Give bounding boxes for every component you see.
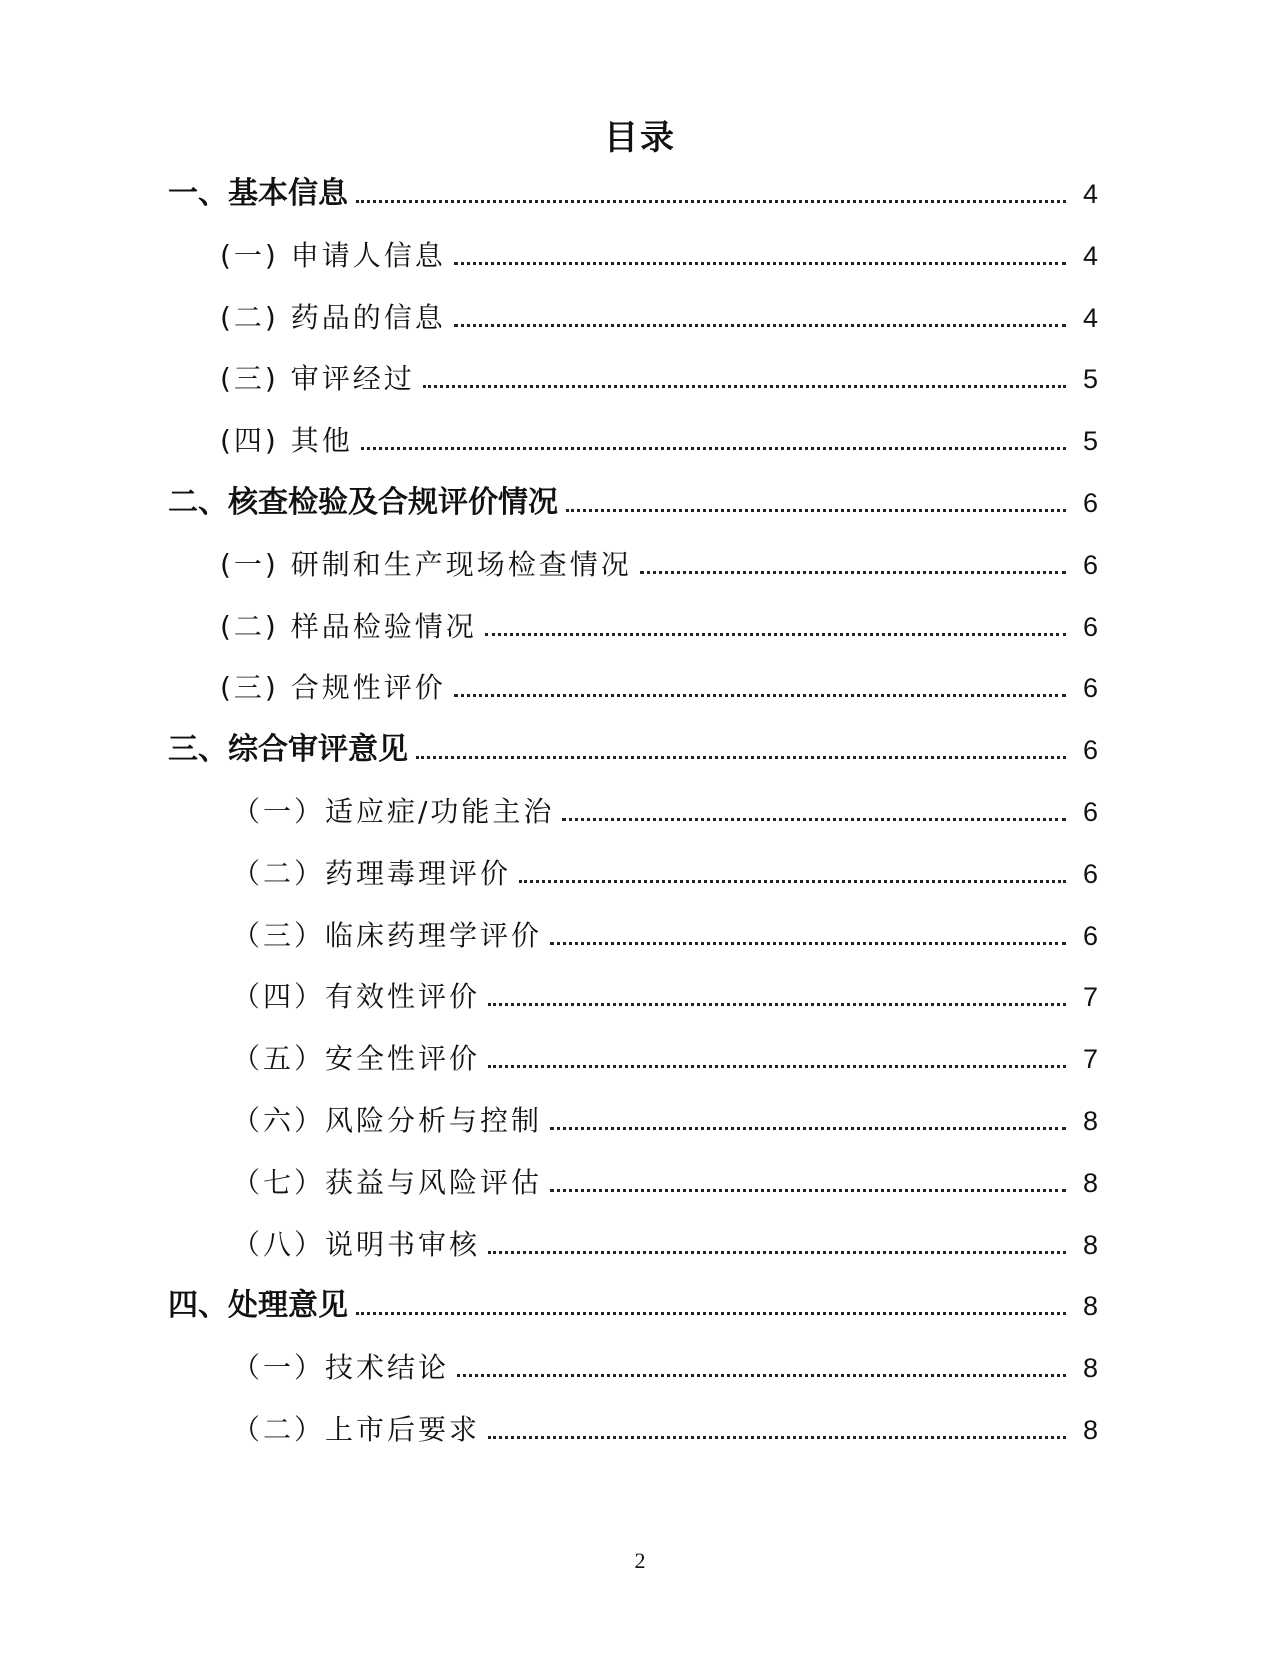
toc-page-number: 8 — [1082, 1291, 1098, 1322]
page-number: 2 — [634, 1548, 646, 1573]
toc-dot-leader — [550, 1127, 1066, 1130]
toc-entry-label: (三) 合规性评价 — [220, 671, 446, 705]
toc-dot-leader — [488, 1003, 1066, 1006]
toc-page-number: 6 — [1082, 611, 1098, 642]
toc-page-number: 5 — [1082, 426, 1098, 457]
toc-page-number: 4 — [1082, 179, 1098, 209]
toc-dot-leader — [566, 509, 1066, 512]
toc-dot-leader — [454, 694, 1066, 697]
toc-subsection[interactable] — [0, 537, 1280, 585]
toc-page-number: 4 — [1082, 240, 1098, 271]
toc-section[interactable] — [0, 722, 1280, 770]
toc-subsection[interactable] — [0, 1155, 1280, 1203]
toc-entry-label: （三）临床药理学评价 — [232, 918, 543, 952]
toc-entry-label: (二) 药品的信息 — [220, 300, 446, 334]
toc-section[interactable] — [0, 166, 1280, 214]
toc-page-number: 5 — [1082, 364, 1098, 395]
toc-entry-label: （七）获益与风险评估 — [232, 1165, 543, 1199]
toc-page-number: 6 — [1082, 920, 1098, 951]
toc-dot-leader — [640, 571, 1066, 574]
toc-entry-label: 一、基本信息 — [168, 176, 348, 211]
toc-page-number: 6 — [1082, 735, 1098, 766]
toc-entry-label: (一) 申请人信息 — [220, 238, 446, 272]
toc-dot-leader — [488, 1251, 1066, 1254]
toc-entry-label: (一) 研制和生产现场检查情况 — [220, 547, 632, 581]
toc-dot-leader — [356, 200, 1066, 203]
toc-subsection[interactable] — [0, 351, 1280, 399]
toc-dot-leader — [488, 1065, 1066, 1068]
toc-subsection[interactable] — [0, 1031, 1280, 1079]
toc-page-number: 6 — [1082, 858, 1098, 889]
toc-subsection[interactable] — [0, 1402, 1280, 1450]
toc-dot-leader — [416, 756, 1066, 759]
toc-page-number: 8 — [1082, 1167, 1098, 1198]
toc-entry-label: （一）适应症/功能主治 — [232, 795, 555, 828]
toc-dot-leader — [454, 324, 1066, 327]
toc-section[interactable] — [0, 1278, 1280, 1326]
toc-entry-label: 四、处理意见 — [168, 1288, 348, 1324]
toc-dot-leader — [488, 1436, 1066, 1439]
toc-subsection[interactable] — [0, 969, 1280, 1017]
toc-entry-label: （六）风险分析与控制 — [232, 1104, 543, 1137]
toc-entry-label: 三、综合审评意见 — [168, 732, 408, 768]
toc-page-number: 8 — [1082, 1415, 1098, 1445]
toc-dot-leader — [562, 818, 1066, 821]
toc-page-number: 8 — [1082, 1229, 1098, 1260]
toc-entry-label: （四）有效性评价 — [232, 980, 481, 1014]
toc-page-number: 6 — [1082, 673, 1098, 704]
toc-dot-leader — [356, 1312, 1066, 1315]
toc-subsection[interactable] — [0, 1093, 1280, 1141]
toc-subsection[interactable] — [0, 290, 1280, 338]
toc-page-number: 6 — [1082, 549, 1098, 580]
toc-subsection[interactable] — [0, 1340, 1280, 1388]
toc-subsection[interactable] — [0, 846, 1280, 894]
toc-page-number: 7 — [1082, 1044, 1098, 1075]
toc-page-number: 8 — [1082, 1106, 1098, 1136]
toc-entry-label: (二) 样品检验情况 — [220, 609, 477, 643]
toc-entry-label: （二）药理毒理评价 — [232, 856, 512, 890]
toc-page-number: 6 — [1082, 488, 1098, 518]
toc-subsection[interactable] — [0, 784, 1280, 832]
toc-entry-label: (三) 审评经过 — [220, 362, 415, 396]
toc-subsection[interactable] — [0, 908, 1280, 956]
page-title: 目录 — [604, 118, 676, 158]
toc-dot-leader — [457, 1374, 1066, 1377]
toc-dot-leader — [550, 942, 1066, 945]
toc-subsection[interactable] — [0, 413, 1280, 461]
toc-subsection[interactable] — [0, 228, 1280, 276]
toc-dot-leader — [454, 262, 1066, 265]
toc-dot-leader — [423, 385, 1066, 388]
toc-entry-label: (四) 其他 — [220, 424, 353, 458]
toc-entry-label: （八）说明书审核 — [232, 1227, 481, 1261]
toc-page-number: 6 — [1082, 797, 1098, 827]
toc-dot-leader — [361, 447, 1066, 450]
toc-entry-label: （二）上市后要求 — [232, 1413, 481, 1446]
toc-section[interactable] — [0, 475, 1280, 523]
toc-entry-label: 二、核查检验及合规评价情况 — [168, 485, 558, 520]
toc-entry-label: （一）技术结论 — [232, 1351, 450, 1385]
toc-dot-leader — [550, 1189, 1066, 1192]
toc-page-number: 8 — [1082, 1353, 1098, 1384]
toc-subsection[interactable] — [0, 660, 1280, 708]
toc-page-number: 7 — [1082, 982, 1098, 1013]
toc-entry-label: （五）安全性评价 — [232, 1042, 481, 1076]
toc-dot-leader — [485, 633, 1066, 636]
toc-dot-leader — [519, 880, 1066, 883]
toc-page-number: 4 — [1082, 302, 1098, 333]
toc-subsection[interactable] — [0, 599, 1280, 647]
toc-subsection[interactable] — [0, 1217, 1280, 1265]
